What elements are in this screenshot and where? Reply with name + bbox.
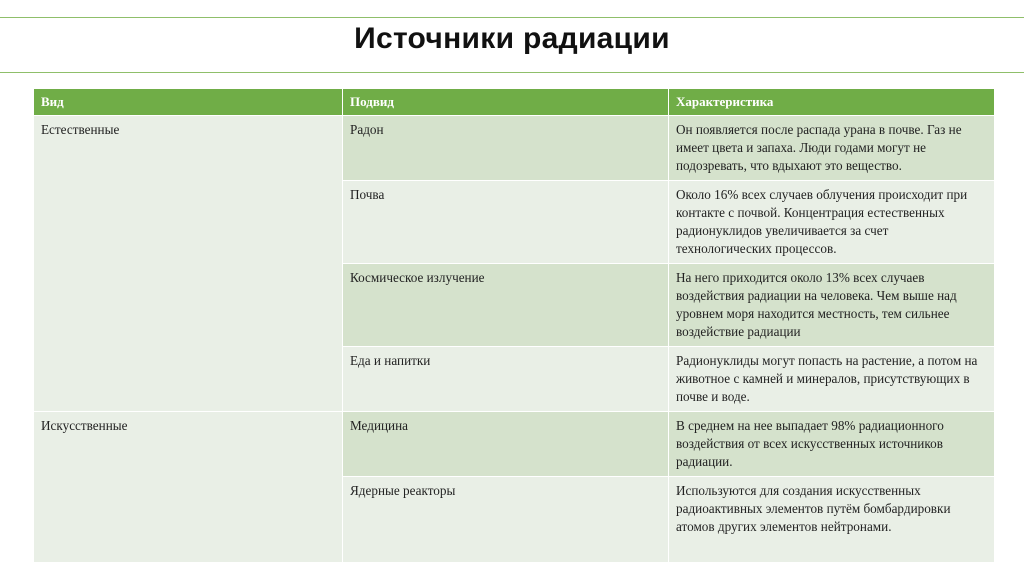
description-cell: Радионуклиды могут попасть на растение, а потом на животное с камней и минералов, присутствующих в почве и воде. <box>669 347 995 412</box>
subtype-cell: Радон <box>343 116 669 181</box>
table-row <box>34 412 995 477</box>
category-cell: Искусственные <box>34 412 343 563</box>
page-title: Источники радиации <box>354 22 670 55</box>
table-row <box>34 116 995 181</box>
subtype-cell: Медицина <box>343 412 669 477</box>
header-subtype: Подвид <box>343 89 669 116</box>
subtype-cell: Почва <box>343 181 669 264</box>
subtype-cell: Ядерные реакторы <box>343 477 669 563</box>
header-type: Вид <box>34 89 343 116</box>
category-cell: Естественные <box>34 116 343 412</box>
header-description: Характеристика <box>669 89 995 116</box>
top-divider <box>0 17 1024 18</box>
description-cell: На него приходится около 13% всех случаев воздействия радиации на человека. Чем выше над уровнем моря находится местность, тем сильнее воздействие радиации <box>669 264 995 347</box>
description-cell: Он появляется после распада урана в почве. Газ не имеет цвета и запаха. Люди годами могут не подозревать, что вдыхают это вещество. <box>669 116 995 181</box>
subtype-cell: Еда и напитки <box>343 347 669 412</box>
subtype-cell: Космическое излучение <box>343 264 669 347</box>
description-cell: В среднем на нее выпадает 98% радиационного воздействия от всех искусственных источников радиации. <box>669 412 995 477</box>
description-cell: Используются для создания искусственных радиоактивных элементов путём бомбардировки атомов других элементов нейтронами. <box>669 477 995 563</box>
table-header-row <box>34 89 995 116</box>
radiation-sources-table <box>33 88 995 563</box>
description-cell: Около 16% всех случаев облучения происходит при контакте с почвой. Концентрация естественных радионуклидов увеличивается за счет технологических процессов. <box>669 181 995 264</box>
title-divider <box>0 72 1024 73</box>
